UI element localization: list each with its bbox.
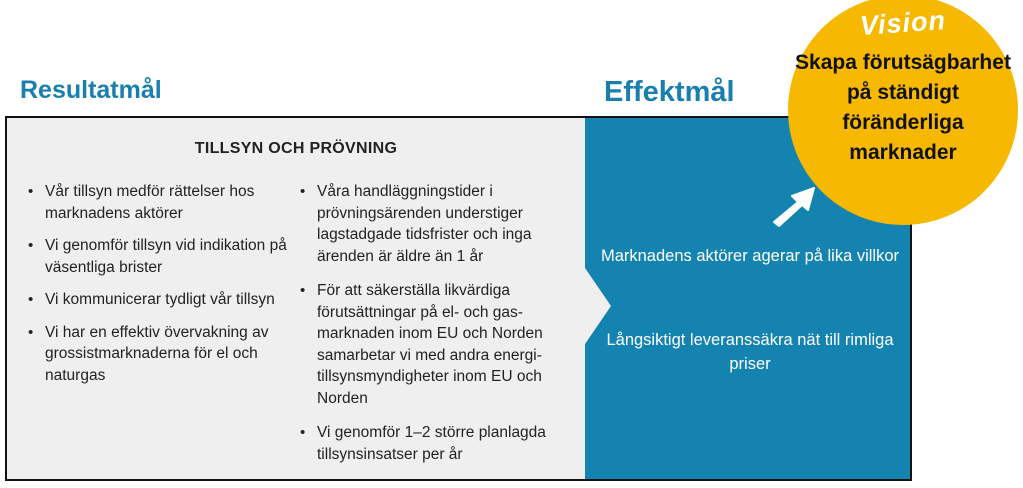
list-item: • Vi genomför tillsyn vid indikation på väsentliga brister: [27, 235, 289, 278]
list-item: • Vår tillsyn medför rättelser hos marknadens aktörer: [27, 181, 289, 224]
effect-goal-1: Marknadens aktörer agerar på lika villkor: [600, 247, 900, 265]
result-goals-list-right: [299, 181, 567, 478]
effect-goal-2: Långsiktigt leveranssäkra nät till rimliga priser: [606, 331, 894, 373]
list-item: • Vi har en effektiv övervakning av grossistmarknaderna för el och naturgas: [27, 322, 289, 387]
result-goals-list-left: [27, 181, 289, 397]
result-goals-panel: [7, 118, 585, 479]
vision-label: Vision: [859, 5, 947, 41]
list-item: • För att säkerställa likvärdiga förutsättningar på el- och gas-marknaden inom EU och Norden samarbetar vi med andra energi-tillsynsmyndigheter inom EU och Norden: [299, 280, 567, 409]
vision-text: Skapa förutsägbarhet på ständigt föränderliga marknader: [795, 51, 1011, 164]
list-item: • Våra handläggningstider i prövningsärenden understiger lagstadgade tidsfrister och inga ärenden är äldre än 1 år: [299, 181, 567, 267]
effektmal-heading: Effektmål: [604, 76, 735, 108]
section-title: TILLSYN OCH PRÖVNING: [194, 140, 398, 157]
goals-frame: [5, 116, 912, 481]
list-item: • Vi genomför 1–2 större planlagda tillsynsinsatser per år: [299, 422, 567, 465]
list-item: • Vi kommunicerar tydligt vår tillsyn: [27, 289, 289, 311]
resultatmal-heading: Resultatmål: [20, 76, 162, 104]
